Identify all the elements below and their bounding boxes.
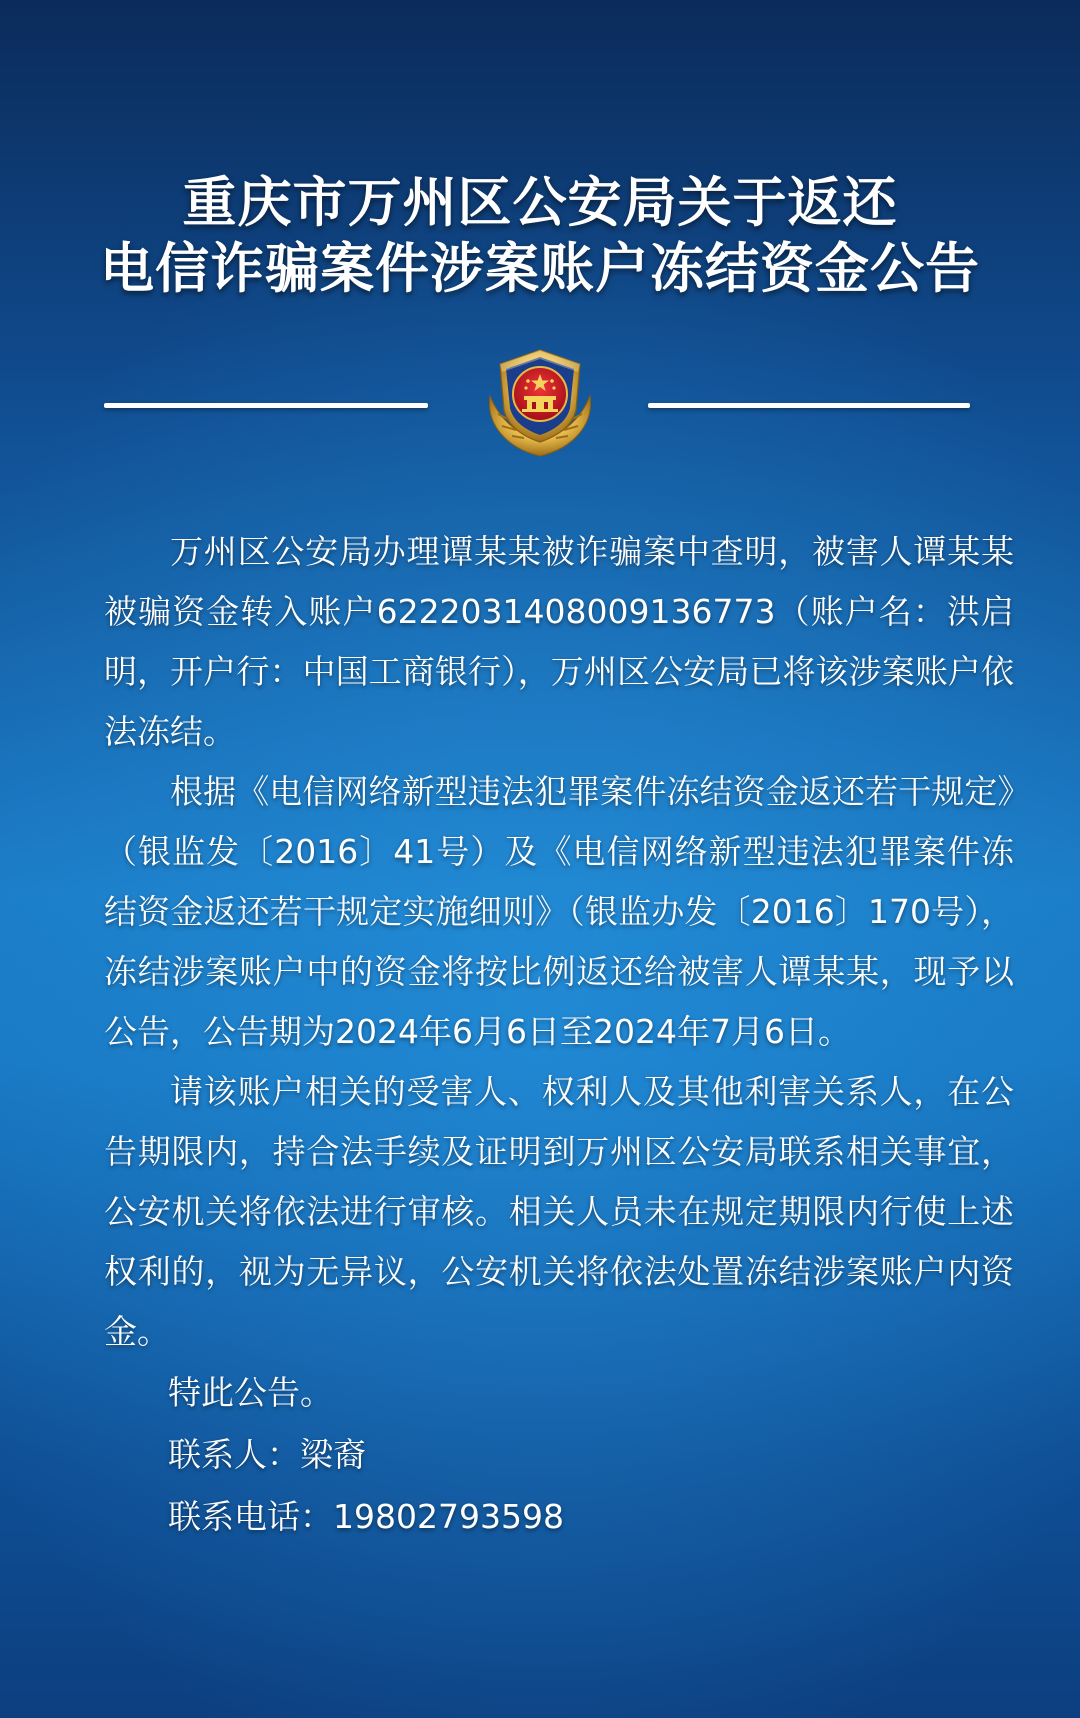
closing-statement: 特此公告。 <box>168 1373 333 1412</box>
police-emblem-icon <box>476 344 604 460</box>
paragraph-findings: 万州区公安局办理谭某某被诈骗案中查明，被害人谭某某被骗资金转入账户6222031408009136773（账户名：洪启明，开户行：中国工商银行），万州区公安局已将该涉案账户依法冻结。 <box>104 532 1014 751</box>
paragraph-legal-basis: 根据《电信网络新型违法犯罪案件冻结资金返还若干规定》（银监发〔2016〕41号）及《电信网络新型违法犯罪案件冻结资金返还若干规定实施细则》（银监办发〔2016〕170号），冻结涉案账户中的资金将按比例返还给被害人谭某某，现予以公告，公告期为2024年6月6日至2024年7月6日。 <box>104 772 1014 1051</box>
paragraph-request: 请该账户相关的受害人、权利人及其他利害关系人，在公告期限内，持合法手续及证明到万州区公安局联系相关事宜，公安机关将依法进行审核。相关人员未在规定期限内行使上述权利的，视为无异议，公安机关将依法处置冻结涉案账户内资金。 <box>104 1072 1014 1351</box>
divider-left <box>104 403 428 408</box>
title-line-1: 重庆市万州区公安局关于返还 <box>182 171 898 234</box>
title-line-2: 电信诈骗案件涉案账户冻结资金公告 <box>100 237 980 300</box>
notice-title <box>0 170 1080 302</box>
contact-phone: 联系电话：19802793598 <box>168 1497 564 1536</box>
notice-body <box>104 522 1014 1548</box>
divider-right <box>648 403 970 408</box>
contact-person: 联系人：梁裔 <box>168 1435 366 1474</box>
